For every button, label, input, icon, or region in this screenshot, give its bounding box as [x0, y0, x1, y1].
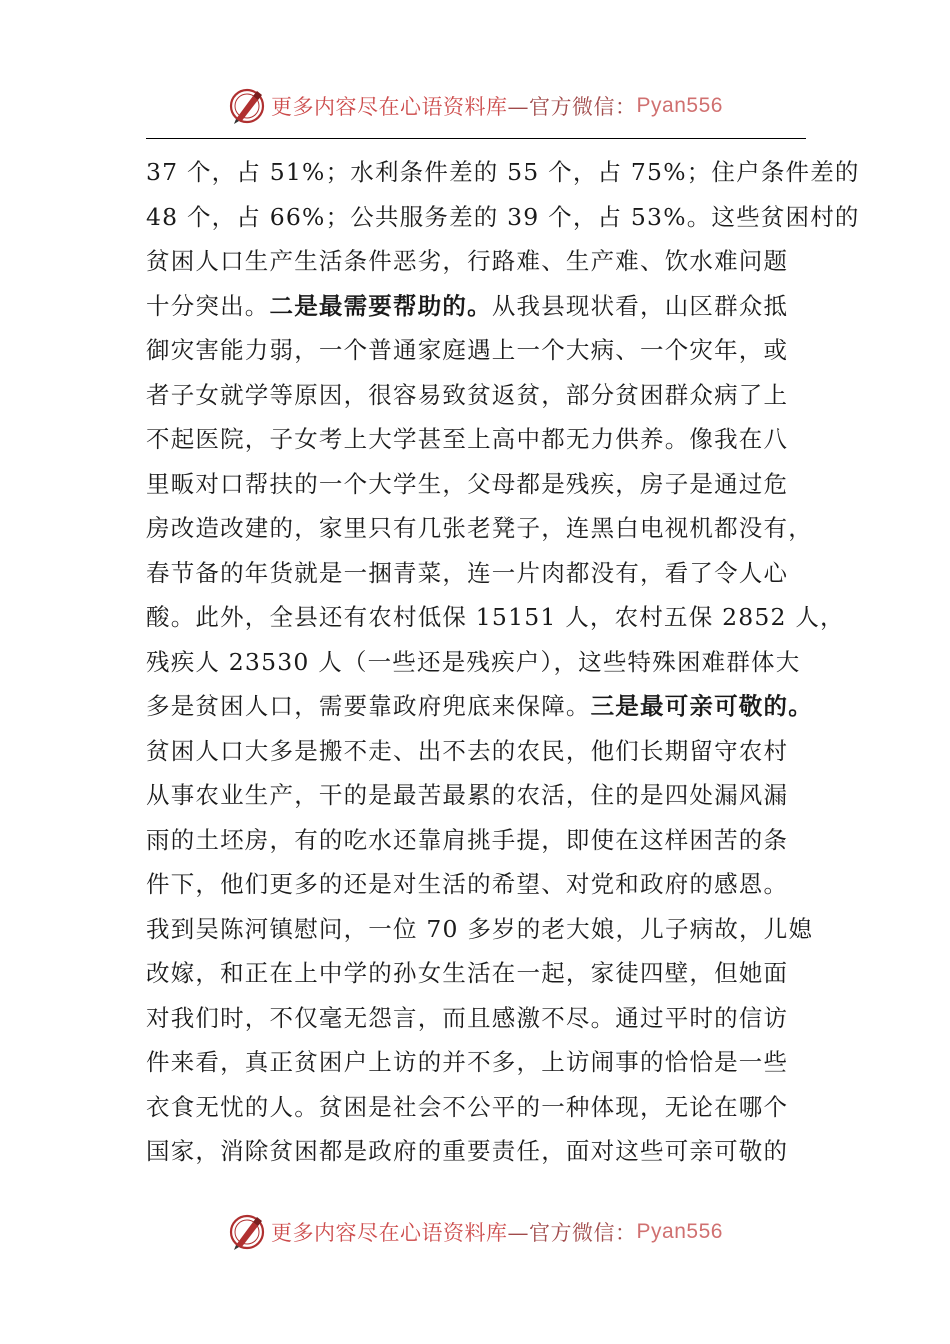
- text-segment: 不起医院，子女考上大学甚至上高中都无力供养。像我在八: [146, 425, 789, 453]
- header-divider: [146, 138, 806, 139]
- text-segment: 者子女就学等原因，很容易致贫返贫，部分贫困群众病了上: [146, 380, 789, 409]
- text-segment: 我到吴陈河镇慰问，一位 70 多岁的老大娘，儿子病故，儿媳: [146, 914, 814, 943]
- text-segment: 衣食无忧的人。贫困是社会不公平的一种体现，无论在哪个: [146, 1092, 789, 1121]
- text-line: [146, 150, 860, 195]
- text-line: [146, 818, 808, 863]
- header-brand-name: 更多内容尽在心语资料库: [271, 95, 508, 119]
- text-segment: 贫困人口大多是搬不走、出不去的农民，他们长期留守农村: [146, 736, 789, 765]
- text-line: [146, 1129, 808, 1174]
- text-segment: 房改造改建的，家里只有几张老凳子，连黑白电视机都没有，: [146, 514, 813, 542]
- page-footer: [0, 1210, 950, 1254]
- pen-logo-icon: [227, 86, 267, 126]
- text-line: [146, 1040, 808, 1085]
- text-segment: 御灾害能力弱，一个普通家庭遇上一个大病、一个灾年，或: [146, 336, 789, 364]
- text-line: [146, 462, 808, 507]
- document-body: [146, 150, 860, 1174]
- pen-logo-icon: [227, 1212, 267, 1252]
- text-segment: 贫困人口生产生活条件恶劣，行路难、生产难、饮水难问题: [146, 247, 789, 275]
- text-line: [146, 417, 808, 462]
- footer-brand-wechat-label: —官方微信：: [507, 1221, 637, 1245]
- text-line: [146, 195, 860, 240]
- text-line: [146, 328, 808, 373]
- text-line: [146, 1085, 808, 1130]
- text-segment: 里畈对口帮扶的一个大学生，父母都是残疾，房子是通过危: [146, 469, 789, 498]
- text-line: [146, 284, 808, 329]
- text-segment: 对我们时，不仅毫无怨言，而且感激不尽。通过平时的信访: [146, 1003, 789, 1032]
- text-segment: 件下，他们更多的还是对生活的希望、对党和政府的感恩。: [146, 870, 789, 898]
- text-line: [146, 907, 814, 952]
- text-segment: 改嫁，和正在上中学的孙女生活在一起，家徒四壁，但她面: [146, 959, 789, 987]
- text-line: [146, 729, 808, 774]
- text-segment: 48 个，占 66%；公共服务差的 39 个，占 53%。这些贫困村的: [146, 202, 860, 231]
- text-segment: 酸。此外，全县还有农村低保 15151 人，农村五保 2852 人，: [146, 603, 845, 631]
- bold-heading-phrase: 三是最可亲可敬的。: [590, 692, 813, 720]
- text-segment: 从我县现状看，山区群众抵: [491, 291, 789, 320]
- header-brand: [227, 86, 723, 126]
- page-header: [0, 84, 950, 128]
- text-line: [146, 551, 808, 596]
- bold-heading-phrase: 二是最需要帮助的。: [269, 291, 492, 320]
- text-line: [146, 862, 808, 907]
- text-segment: 37 个，占 51%；水利条件差的 55 个，占 75%；住户条件差的: [146, 158, 860, 186]
- text-line: [146, 595, 845, 640]
- text-line: [146, 684, 813, 729]
- text-line: [146, 239, 808, 284]
- text-segment: 春节备的年货就是一捆青菜，连一片肉都没有，看了令人心: [146, 558, 789, 587]
- header-brand-wechat-label: —官方微信：: [507, 95, 637, 119]
- text-segment: 从事农业生产，干的是最苦最累的农活，住的是四处漏风漏: [146, 781, 789, 809]
- text-line: [146, 373, 808, 418]
- text-segment: 件来看，真正贫困户上访的并不多，上访闹事的恰恰是一些: [146, 1048, 789, 1076]
- text-segment: 国家，消除贫困都是政府的重要责任，面对这些可亲可敬的: [146, 1137, 789, 1165]
- text-line: [146, 773, 808, 818]
- text-segment: 残疾人 23530 人（一些还是残疾户），这些特殊困难群体大: [146, 647, 801, 676]
- text-line: [146, 951, 808, 996]
- footer-brand: [227, 1212, 723, 1252]
- header-brand-wechat-id: Pyan556: [636, 94, 723, 117]
- text-segment: 十分突出。: [146, 291, 270, 320]
- text-line: [146, 996, 808, 1041]
- footer-brand-wechat-id: Pyan556: [636, 1220, 723, 1243]
- text-segment: 多是贫困人口，需要靠政府兜底来保障。: [146, 692, 591, 720]
- footer-brand-name: 更多内容尽在心语资料库: [271, 1221, 508, 1245]
- text-line: [146, 506, 813, 551]
- text-line: [146, 640, 808, 685]
- text-segment: 雨的土坯房，有的吃水还靠肩挑手提，即使在这样困苦的条: [146, 825, 789, 854]
